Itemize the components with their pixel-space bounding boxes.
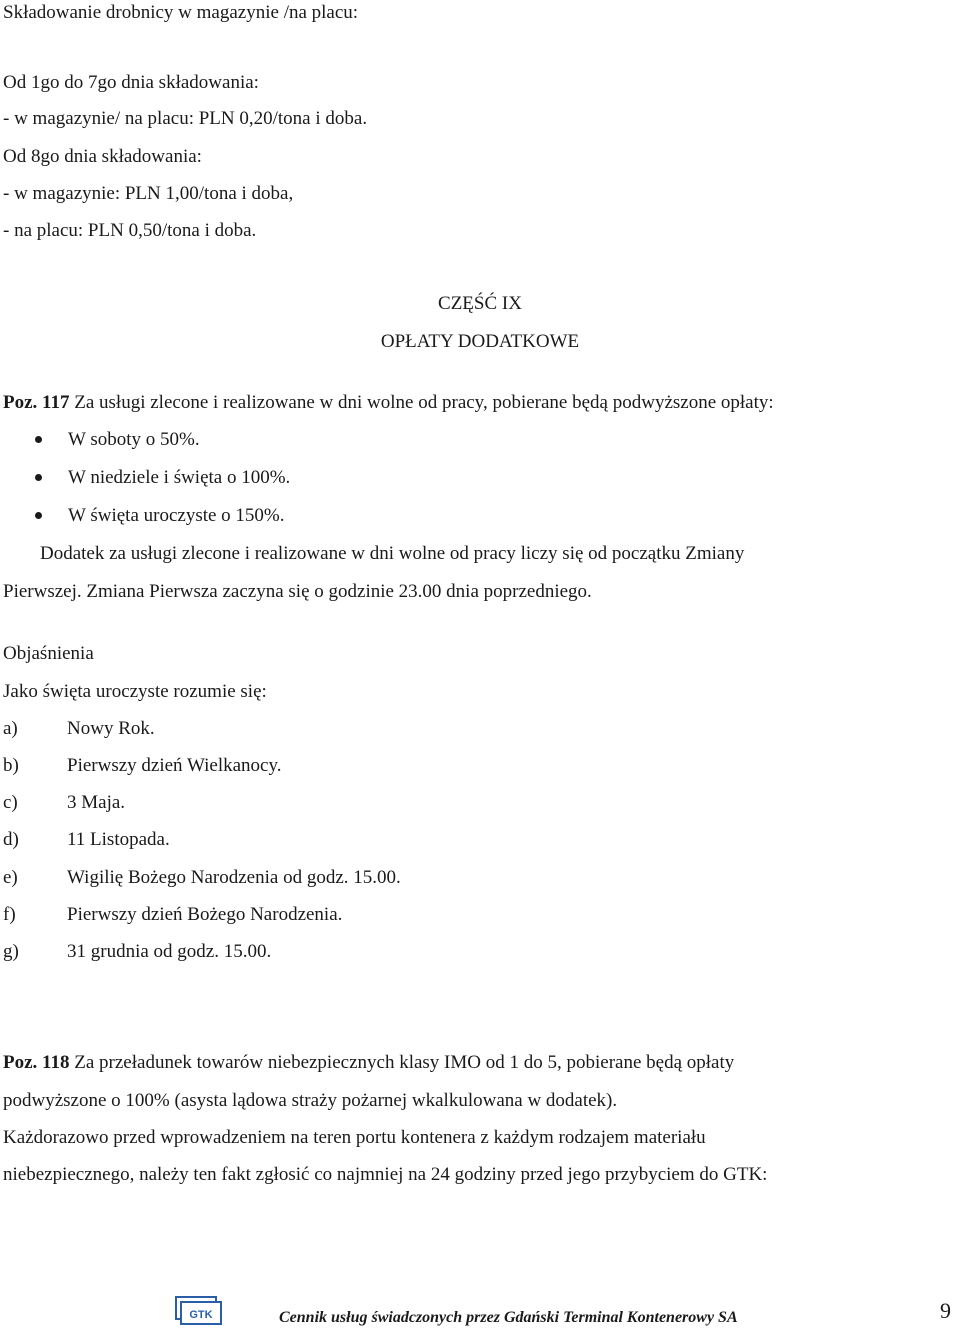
poz117-text: Za usługi zlecone i realizowane w dni wolne od pracy, pobierane będą podwyższone opłaty: bbox=[69, 392, 774, 413]
bullet-item-saturday: W soboty o 50%. bbox=[68, 429, 200, 450]
period2-heading: Od 8go dnia składowania: bbox=[3, 146, 202, 167]
list-item-letter: a) bbox=[3, 718, 18, 739]
bullet-icon bbox=[35, 436, 42, 443]
list-item-letter: f) bbox=[3, 904, 16, 925]
list-item-text: Pierwszy dzień Bożego Narodzenia. bbox=[67, 904, 343, 925]
list-item-letter: c) bbox=[3, 792, 18, 813]
list-item-text: 3 Maja. bbox=[67, 792, 126, 813]
period1-heading: Od 1go do 7go dnia składowania: bbox=[3, 72, 259, 93]
period2-line-yard: - na placu: PLN 0,50/tona i doba. bbox=[3, 220, 257, 241]
list-item-text: 11 Listopada. bbox=[67, 829, 170, 850]
storage-title: Składowanie drobnicy w magazynie /na placu: bbox=[3, 2, 359, 23]
list-item-text: Wigilię Bożego Narodzenia od godz. 15.00. bbox=[67, 867, 401, 888]
explanations-heading: Objaśnienia bbox=[3, 643, 94, 664]
poz117-note-line1: Dodatek za usługi zlecone i realizowane w dni wolne od pracy liczy się od początku Zmiany bbox=[40, 543, 745, 564]
list-item-letter: d) bbox=[3, 829, 19, 850]
poz118-paragraph bbox=[3, 1053, 734, 1072]
list-item-letter: b) bbox=[3, 755, 19, 776]
bullet-item-sunday: W niedziele i święta o 100%. bbox=[68, 467, 291, 488]
gtk-logo bbox=[175, 1296, 223, 1326]
poz118-line2: podwyższone o 100% (asysta lądowa straży pożarnej wkalkulowana w dodatek). bbox=[3, 1090, 618, 1111]
gtk-logo-icon bbox=[175, 1296, 223, 1326]
poz118-line4: niebezpiecznego, należy ten fakt zgłosić co najmniej na 24 godziny przed jego przybyciem do GTK: bbox=[3, 1164, 768, 1185]
page-number: 9 bbox=[940, 1298, 951, 1323]
period1-line: - w magazynie/ na placu: PLN 0,20/tona i doba. bbox=[3, 108, 368, 129]
poz118-label: Poz. 118 bbox=[3, 1052, 70, 1073]
poz117-paragraph bbox=[3, 393, 774, 412]
bullet-icon bbox=[35, 512, 42, 519]
list-item-text: Nowy Rok. bbox=[67, 718, 155, 739]
footer-text: Cennik usług świadczonych przez Gdański Terminal Kontenerowy SA bbox=[279, 1309, 738, 1326]
bullet-item-holiday: W święta uroczyste o 150%. bbox=[68, 505, 285, 526]
list-item-text: Pierwszy dzień Wielkanocy. bbox=[67, 755, 282, 776]
list-item-text: 31 grudnia od godz. 15.00. bbox=[67, 941, 272, 962]
list-item-letter: g) bbox=[3, 941, 19, 962]
explanations-intro: Jako święta uroczyste rozumie się: bbox=[3, 681, 267, 702]
list-item-letter: e) bbox=[3, 867, 18, 888]
bullet-icon bbox=[35, 474, 42, 481]
poz118-line1: Za przeładunek towarów niebezpiecznych klasy IMO od 1 do 5, pobierane będą opłaty bbox=[69, 1052, 735, 1073]
poz117-label: Poz. 117 bbox=[3, 392, 70, 413]
gtk-logo-text: GTK bbox=[189, 1309, 213, 1321]
section-title: OPŁATY DODATKOWE bbox=[380, 331, 580, 352]
period2-line-warehouse: - w magazynie: PLN 1,00/tona i doba, bbox=[3, 183, 294, 204]
poz117-note-line2: Pierwszej. Zmiana Pierwsza zaczyna się o godzinie 23.00 dnia poprzedniego. bbox=[3, 581, 592, 602]
poz118-line3: Każdorazowo przed wprowadzeniem na teren portu kontenera z każdym rodzajem materiału bbox=[3, 1127, 706, 1148]
section-part: CZĘŚĆ IX bbox=[438, 293, 522, 314]
